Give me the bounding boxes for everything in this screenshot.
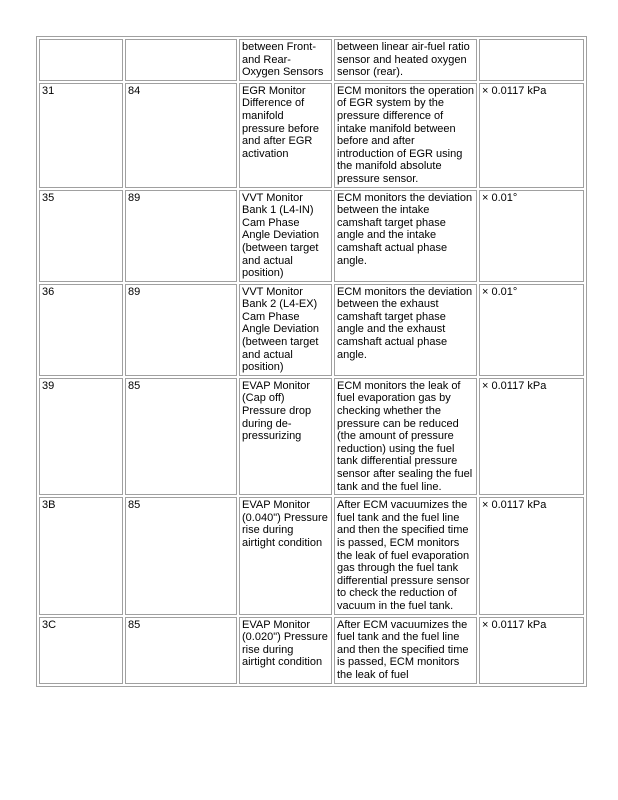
monitor-name-cell: EGR Monitor Difference of manifold pressure before and after EGR activation: [239, 83, 332, 188]
table-row: [39, 617, 584, 684]
component-id-cell: 84: [125, 83, 237, 188]
test-id-cell: [39, 39, 123, 81]
monitor-name-cell: EVAP Monitor (Cap off) Pressure drop during de-pressurizing: [239, 378, 332, 495]
component-id-cell: 89: [125, 284, 237, 376]
description-cell: between linear air-fuel ratio sensor and heated oxygen sensor (rear).: [334, 39, 477, 81]
unit-cell: × 0.01°: [479, 284, 584, 376]
description-cell: After ECM vacuumizes the fuel tank and the fuel line and then the specified time is passed, ECM monitors the leak of fuel evaporation gas through the fuel tank differential pressure sensor to check the reduction of vacuum in the fuel tank.: [334, 497, 477, 614]
monitor-name-cell: EVAP Monitor (0.040") Pressure rise during airtight condition: [239, 497, 332, 614]
unit-cell: [479, 39, 584, 81]
test-id-cell: 36: [39, 284, 123, 376]
description-cell: After ECM vacuumizes the fuel tank and the fuel line and then the specified time is passed, ECM monitors the leak of fuel: [334, 617, 477, 684]
component-id-cell: [125, 39, 237, 81]
test-id-cell: 35: [39, 190, 123, 282]
component-id-cell: 89: [125, 190, 237, 282]
monitor-name-cell: between Front- and Rear- Oxygen Sensors: [239, 39, 332, 81]
description-cell: ECM monitors the operation of EGR system by the pressure difference of intake manifold between before and after introduction of EGR using the manifold absolute pressure sensor.: [334, 83, 477, 188]
unit-cell: × 0.0117 kPa: [479, 378, 584, 495]
monitor-name-cell: EVAP Monitor (0.020") Pressure rise during airtight condition: [239, 617, 332, 684]
table-row: [39, 497, 584, 614]
test-id-cell: 3B: [39, 497, 123, 614]
monitor-table: [36, 36, 587, 687]
monitor-name-cell: VVT Monitor Bank 1 (L4-IN) Cam Phase Angle Deviation (between target and actual position): [239, 190, 332, 282]
unit-cell: × 0.0117 kPa: [479, 497, 584, 614]
unit-cell: × 0.01°: [479, 190, 584, 282]
unit-cell: × 0.0117 kPa: [479, 617, 584, 684]
test-id-cell: 3C: [39, 617, 123, 684]
description-cell: ECM monitors the deviation between the intake camshaft target phase angle and the intake camshaft actual phase angle.: [334, 190, 477, 282]
table-row: [39, 39, 584, 81]
table-row: [39, 284, 584, 376]
description-cell: ECM monitors the leak of fuel evaporation gas by checking whether the pressure can be reduced (the amount of pressure reduction) using the fuel tank differential pressure sensor after sealing the fuel tank and the fuel line.: [334, 378, 477, 495]
table-row: [39, 378, 584, 495]
component-id-cell: 85: [125, 497, 237, 614]
table-row: [39, 83, 584, 188]
description-cell: ECM monitors the deviation between the exhaust camshaft target phase angle and the exhaust camshaft actual phase angle.: [334, 284, 477, 376]
unit-cell: × 0.0117 kPa: [479, 83, 584, 188]
component-id-cell: 85: [125, 378, 237, 495]
test-id-cell: 39: [39, 378, 123, 495]
component-id-cell: 85: [125, 617, 237, 684]
test-id-cell: 31: [39, 83, 123, 188]
monitor-name-cell: VVT Monitor Bank 2 (L4-EX) Cam Phase Angle Deviation (between target and actual position): [239, 284, 332, 376]
table-row: [39, 190, 584, 282]
